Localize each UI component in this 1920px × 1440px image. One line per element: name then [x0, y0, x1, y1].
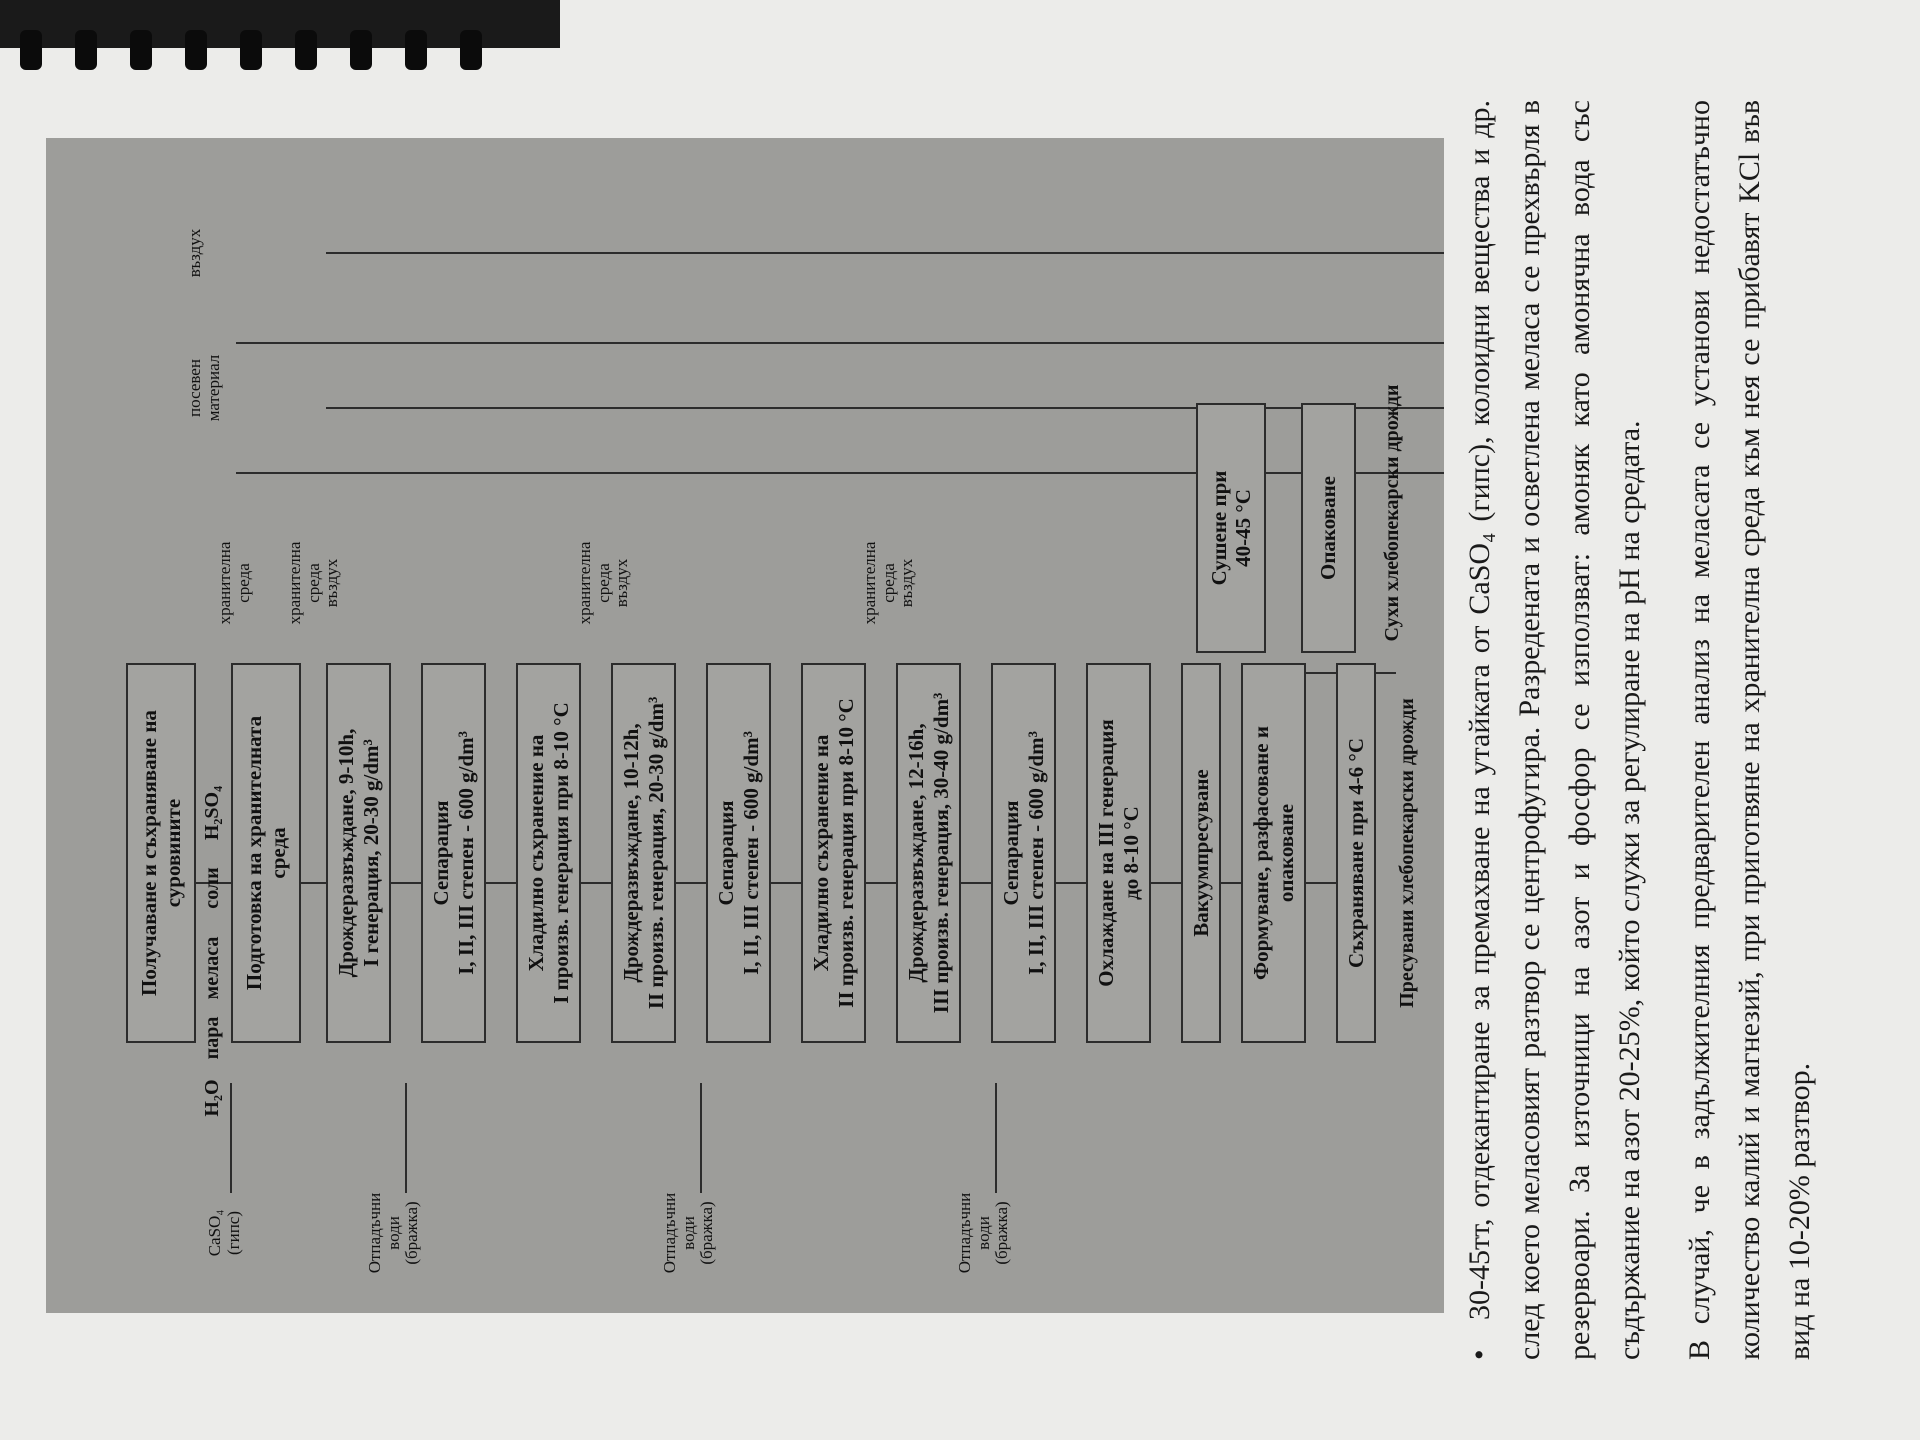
input-salts: соли — [201, 867, 223, 909]
label-dried-yeast: Сухи хлебопекарски дрожди — [1381, 384, 1403, 642]
box-store: Съхраняване при 4-6 °С — [1336, 663, 1376, 1043]
box-gen1: Дрождеразвъждане, 9-10h, I генерация, 20-30 g/dm³ — [326, 663, 391, 1043]
box-raw: Получаване и съхраняване на суровините — [126, 663, 196, 1043]
label-medium1: хранителна среда — [215, 541, 253, 625]
paragraph-2: В случай, че в задължителния предварителен анализ на меласата се установи недостатъчно количество калий и магнезий, при приготвяне на хранителна среда към нея се прибавят KCl във вид на 10-20% разтвор. — [1683, 100, 1816, 1360]
label-pressed-yeast: Пресувани хлебопекарски дрожди — [1396, 698, 1418, 1008]
label-seed: посевен материал — [185, 354, 223, 422]
box-vac: Вакуумпресуване — [1181, 663, 1221, 1043]
body-text — [1455, 100, 1895, 1360]
label-air: въздух — [185, 228, 204, 278]
box-dry: Сушене при 40-45 °С — [1196, 403, 1266, 653]
box-cool2: Хладилно съхранение на II произв. генерация при 8-10 °С — [801, 663, 866, 1043]
box-prep: Подготовка на хранителната среда — [231, 663, 301, 1043]
box-gen2: Дрождеразвъждане, 10-12h, II произв. генерация, 20-30 g/dm³ — [611, 663, 676, 1043]
box-form: Формуване, разфасоване и опаковане — [1241, 663, 1306, 1043]
box-sep3: Сепарация I, II, III степен - 600 g/dm³ — [991, 663, 1056, 1043]
paragraph-1: •30-45тт, отдекантиране за премахване на утайката от CaSO₄ (гипс), колоидни вещества и др. след което меласовият разтвор се центрофугира. Разредената и осветлена меласа се прехвърля в резервоари. За източници на азот и фосфор се използват: амоняк като амонячна вода със съдържание на азот 20-25%, който служи за регулиране на pH на средата. — [1455, 100, 1655, 1360]
box-pack: Опаковане — [1301, 403, 1356, 653]
bullet-icon: • — [1463, 1349, 1496, 1360]
spiral-binding — [0, 0, 560, 70]
input-h2o: H₂O — [201, 1079, 223, 1117]
label-medium4: хранителна среда въздух — [860, 541, 917, 625]
input-h2so4: H₂SO₄ — [201, 785, 223, 841]
box-sep1: Сепарация I, II, III степен - 600 g/dm³ — [421, 663, 486, 1043]
box-cool1: Хладилно съхранение на I произв. генерация при 8-10 °С — [516, 663, 581, 1043]
flow-diagram — [46, 138, 1444, 1313]
input-molasses: меласа — [201, 936, 223, 1000]
label-waste1: Отпадъчни води (бражка) — [365, 1192, 422, 1274]
label-medium3: хранителна среда въздух — [575, 541, 632, 625]
label-waste2: Отпадъчни води (бражка) — [660, 1192, 717, 1274]
label-waste3: Отпадъчни води (бражка) — [955, 1192, 1012, 1274]
box-cool3: Охлаждане на III генерация до 8-10 °С — [1086, 663, 1151, 1043]
label-caso4: CaSO₄ (гипс) — [205, 1209, 243, 1257]
box-sep2: Сепарация I, II, III степен - 600 g/dm³ — [706, 663, 771, 1043]
label-medium2: хранителна среда въздух — [285, 541, 342, 625]
box-gen3: Дрождеразвъждане, 12-16h, III произв. генерация, 30-40 g/dm³ — [896, 663, 961, 1043]
input-steam: пара — [201, 1016, 223, 1060]
